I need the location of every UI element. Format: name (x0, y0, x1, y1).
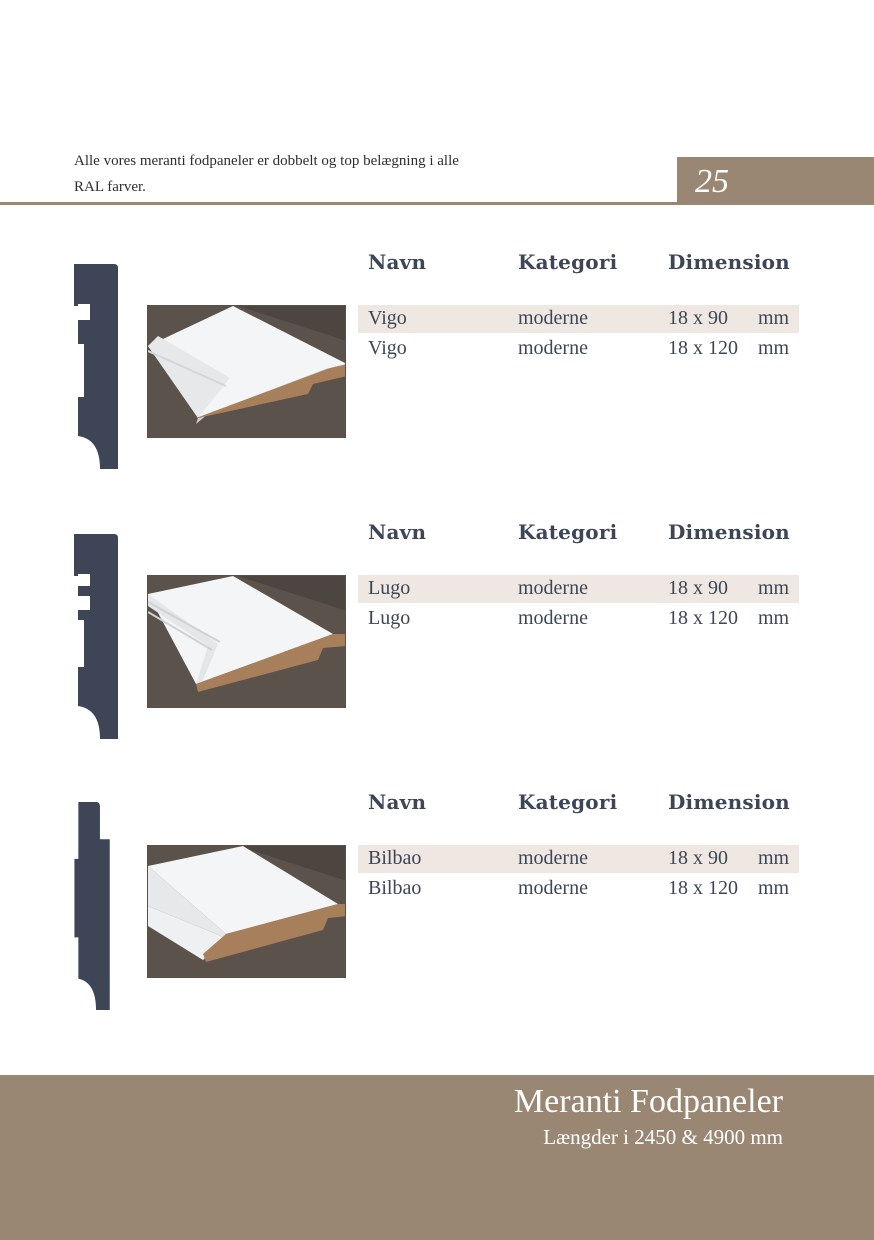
cell-category: moderne (518, 877, 588, 899)
table-row (358, 575, 799, 603)
cell-name: Lugo (368, 577, 411, 599)
column-header-category: Kategori (518, 520, 618, 544)
column-header-category: Kategori (518, 250, 618, 274)
cell-unit: mm (758, 337, 790, 359)
column-header-dimension: Dimension (668, 520, 790, 544)
intro-text (74, 148, 634, 200)
cell-unit: mm (758, 877, 790, 899)
column-header-name: Navn (368, 520, 427, 544)
cell-name: Bilbao (368, 877, 422, 899)
cell-category: moderne (518, 577, 588, 599)
column-header-dimension: Dimension (668, 790, 790, 814)
cell-category: moderne (518, 847, 588, 869)
intro-line-2: RAL farver. (74, 179, 146, 195)
product-photo-bilbao (147, 845, 346, 978)
footer-band (0, 1075, 874, 1240)
cell-name: Lugo (368, 607, 411, 629)
cell-category: moderne (518, 337, 588, 359)
product-section-vigo (0, 250, 874, 480)
cell-dimension: 18 x 120 (668, 877, 738, 899)
footer-title: Meranti Fodpaneler (513, 1083, 783, 1120)
cell-dimension: 18 x 90 (668, 847, 728, 869)
cell-dimension: 18 x 90 (668, 577, 728, 599)
column-header-dimension: Dimension (668, 250, 790, 274)
cell-unit: mm (758, 307, 790, 329)
cell-unit: mm (758, 847, 790, 869)
profile-vigo-icon (74, 262, 120, 472)
cell-dimension: 18 x 120 (668, 607, 738, 629)
cell-name: Vigo (368, 337, 407, 359)
cell-category: moderne (518, 607, 588, 629)
table-row (358, 875, 799, 903)
cell-unit: mm (758, 607, 790, 629)
footer-subtitle: Længder i 2450 & 4900 mm (543, 1125, 783, 1149)
product-photo-vigo (147, 305, 346, 438)
table-row (358, 305, 799, 333)
profile-lugo-icon (74, 532, 120, 742)
table-row (358, 605, 799, 633)
cell-unit: mm (758, 577, 790, 599)
page-number-tab (677, 157, 874, 205)
column-header-name: Navn (368, 790, 427, 814)
product-photo-lugo (147, 575, 346, 708)
cell-name: Bilbao (368, 847, 422, 869)
page-number: 25 (695, 163, 729, 200)
column-header-category: Kategori (518, 790, 618, 814)
cell-name: Vigo (368, 307, 407, 329)
profile-bilbao-icon (74, 802, 120, 1012)
product-section-lugo (0, 520, 874, 750)
product-section-bilbao (0, 790, 874, 1020)
column-header-name: Navn (368, 250, 427, 274)
cell-dimension: 18 x 120 (668, 337, 738, 359)
table-row (358, 335, 799, 363)
intro-line-1: Alle vores meranti fodpaneler er dobbelt og top belægning i alle (74, 153, 459, 169)
cell-category: moderne (518, 307, 588, 329)
table-row (358, 845, 799, 873)
cell-dimension: 18 x 90 (668, 307, 728, 329)
